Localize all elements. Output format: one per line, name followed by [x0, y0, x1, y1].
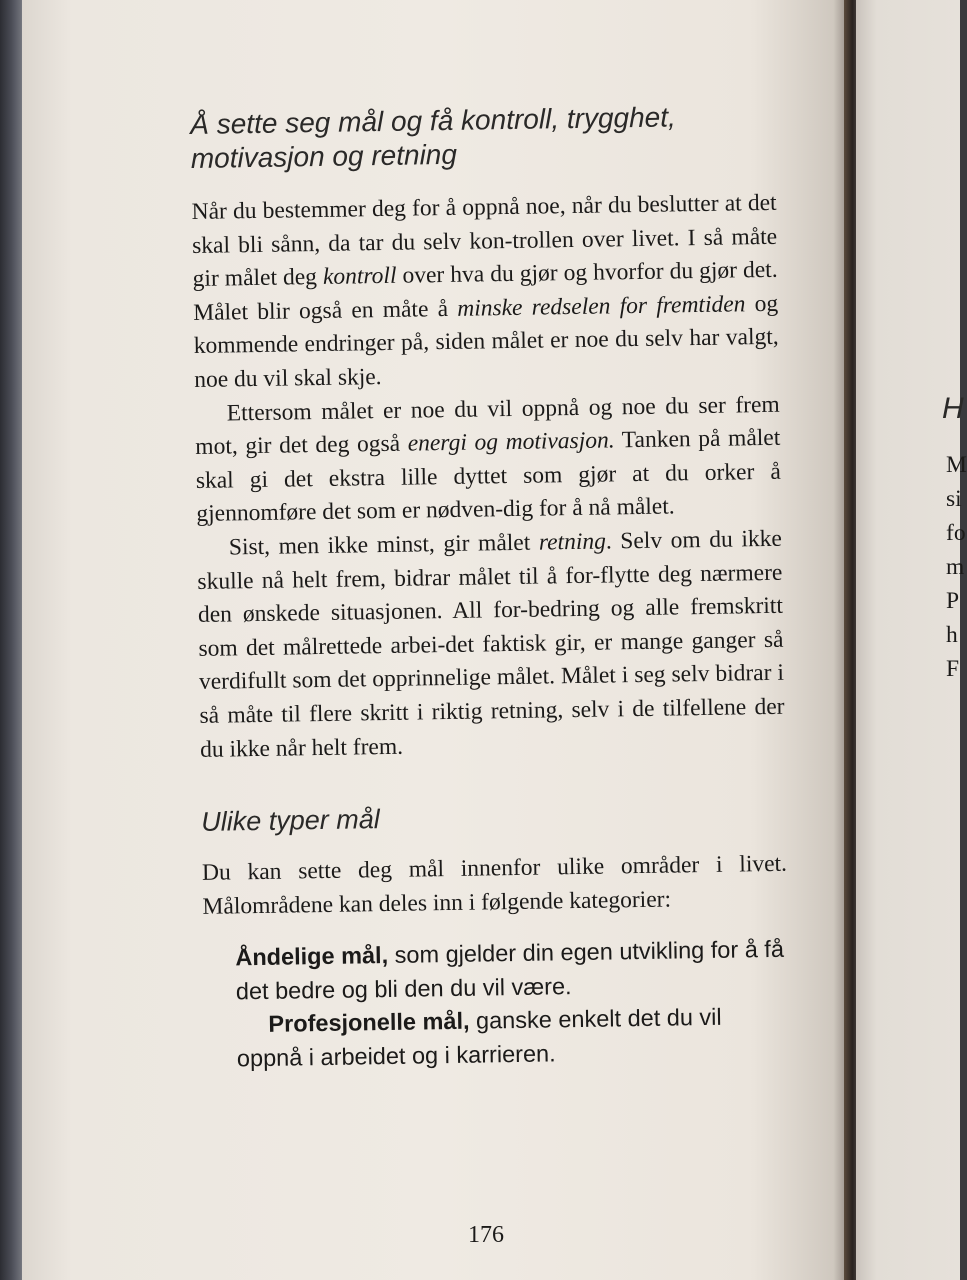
paragraph-4: Du kan sette deg mål innenfor ulike områder i livet. Målområdene kan deles inn i følgende kategorier:	[201, 850, 788, 920]
category-description: som gjelder din egen utvikling for å få det bedre og bli den du vil være.	[235, 936, 785, 1005]
category-item	[236, 1000, 790, 1076]
section-heading: Å sette seg mål og få kontroll, trygghet, motivasjon og retning	[190, 101, 677, 174]
category-list	[203, 933, 790, 1077]
adjacent-line-fragment: fo	[946, 520, 966, 546]
paragraph-3: Sist, men ikke minst, gir målet retning. Selv om du ikke skulle nå helt frem, bidrar målet til å for-flytte deg nærmere den ønskede situasjonen. All for-bedring og alle fremskritt som det målrettede arbei-det faktisk gir, er mange ganger så verdifullt som det opprinnelige målet. Målet i seg selv bidrar i så måte til flere skritt i riktig retning, selv i de tilfellene der du ikke når helt frem.	[197, 525, 785, 763]
adjacent-line-fragment: M	[946, 452, 967, 478]
adjacent-page	[856, 0, 967, 1280]
subheading: Ulike typer mål	[200, 804, 380, 838]
adjacent-line-fragment: F	[946, 656, 960, 682]
page-content	[190, 99, 790, 1077]
paragraph-2: Ettersom målet er noe du vil oppnå og noe du ser frem mot, gir det deg også energi og motivasjon. Tanken på målet skal gi det ekstra lille dyttet som gjør at du orker å gjennomføre det som er nødven-dig for å nå målet.	[195, 391, 781, 528]
paragraph-1: Når du bestemmer deg for å oppnå noe, når du beslutter at det skal bli sånn, da tar du selv kon-trollen over livet. I så måte gir målet deg kontroll over hva du gjør og hvorfor du gjør det. Målet blir også en måte å minske redselen for fremtiden og kommende endringer på, siden målet er noe du selv har valgt, noe du vil skal skje.	[191, 189, 779, 393]
category-term: Profesjonelle mål,	[268, 1008, 470, 1038]
category-item	[235, 933, 789, 1009]
adjacent-line-fragment: h	[946, 622, 958, 648]
adjacent-page-heading-fragment: H	[942, 392, 964, 425]
category-description: ganske enkelt det du vil oppnå i arbeidet og i karrieren.	[236, 1004, 722, 1072]
adjacent-line-fragment: P	[946, 588, 960, 614]
category-term: Åndelige mål,	[235, 942, 389, 971]
adjacent-line-fragment: si	[946, 486, 962, 512]
page-number: 176	[468, 1222, 504, 1248]
adjacent-line-fragment: m	[946, 554, 965, 580]
adjacent-page-line-starts	[946, 448, 967, 686]
book-page	[22, 0, 850, 1280]
